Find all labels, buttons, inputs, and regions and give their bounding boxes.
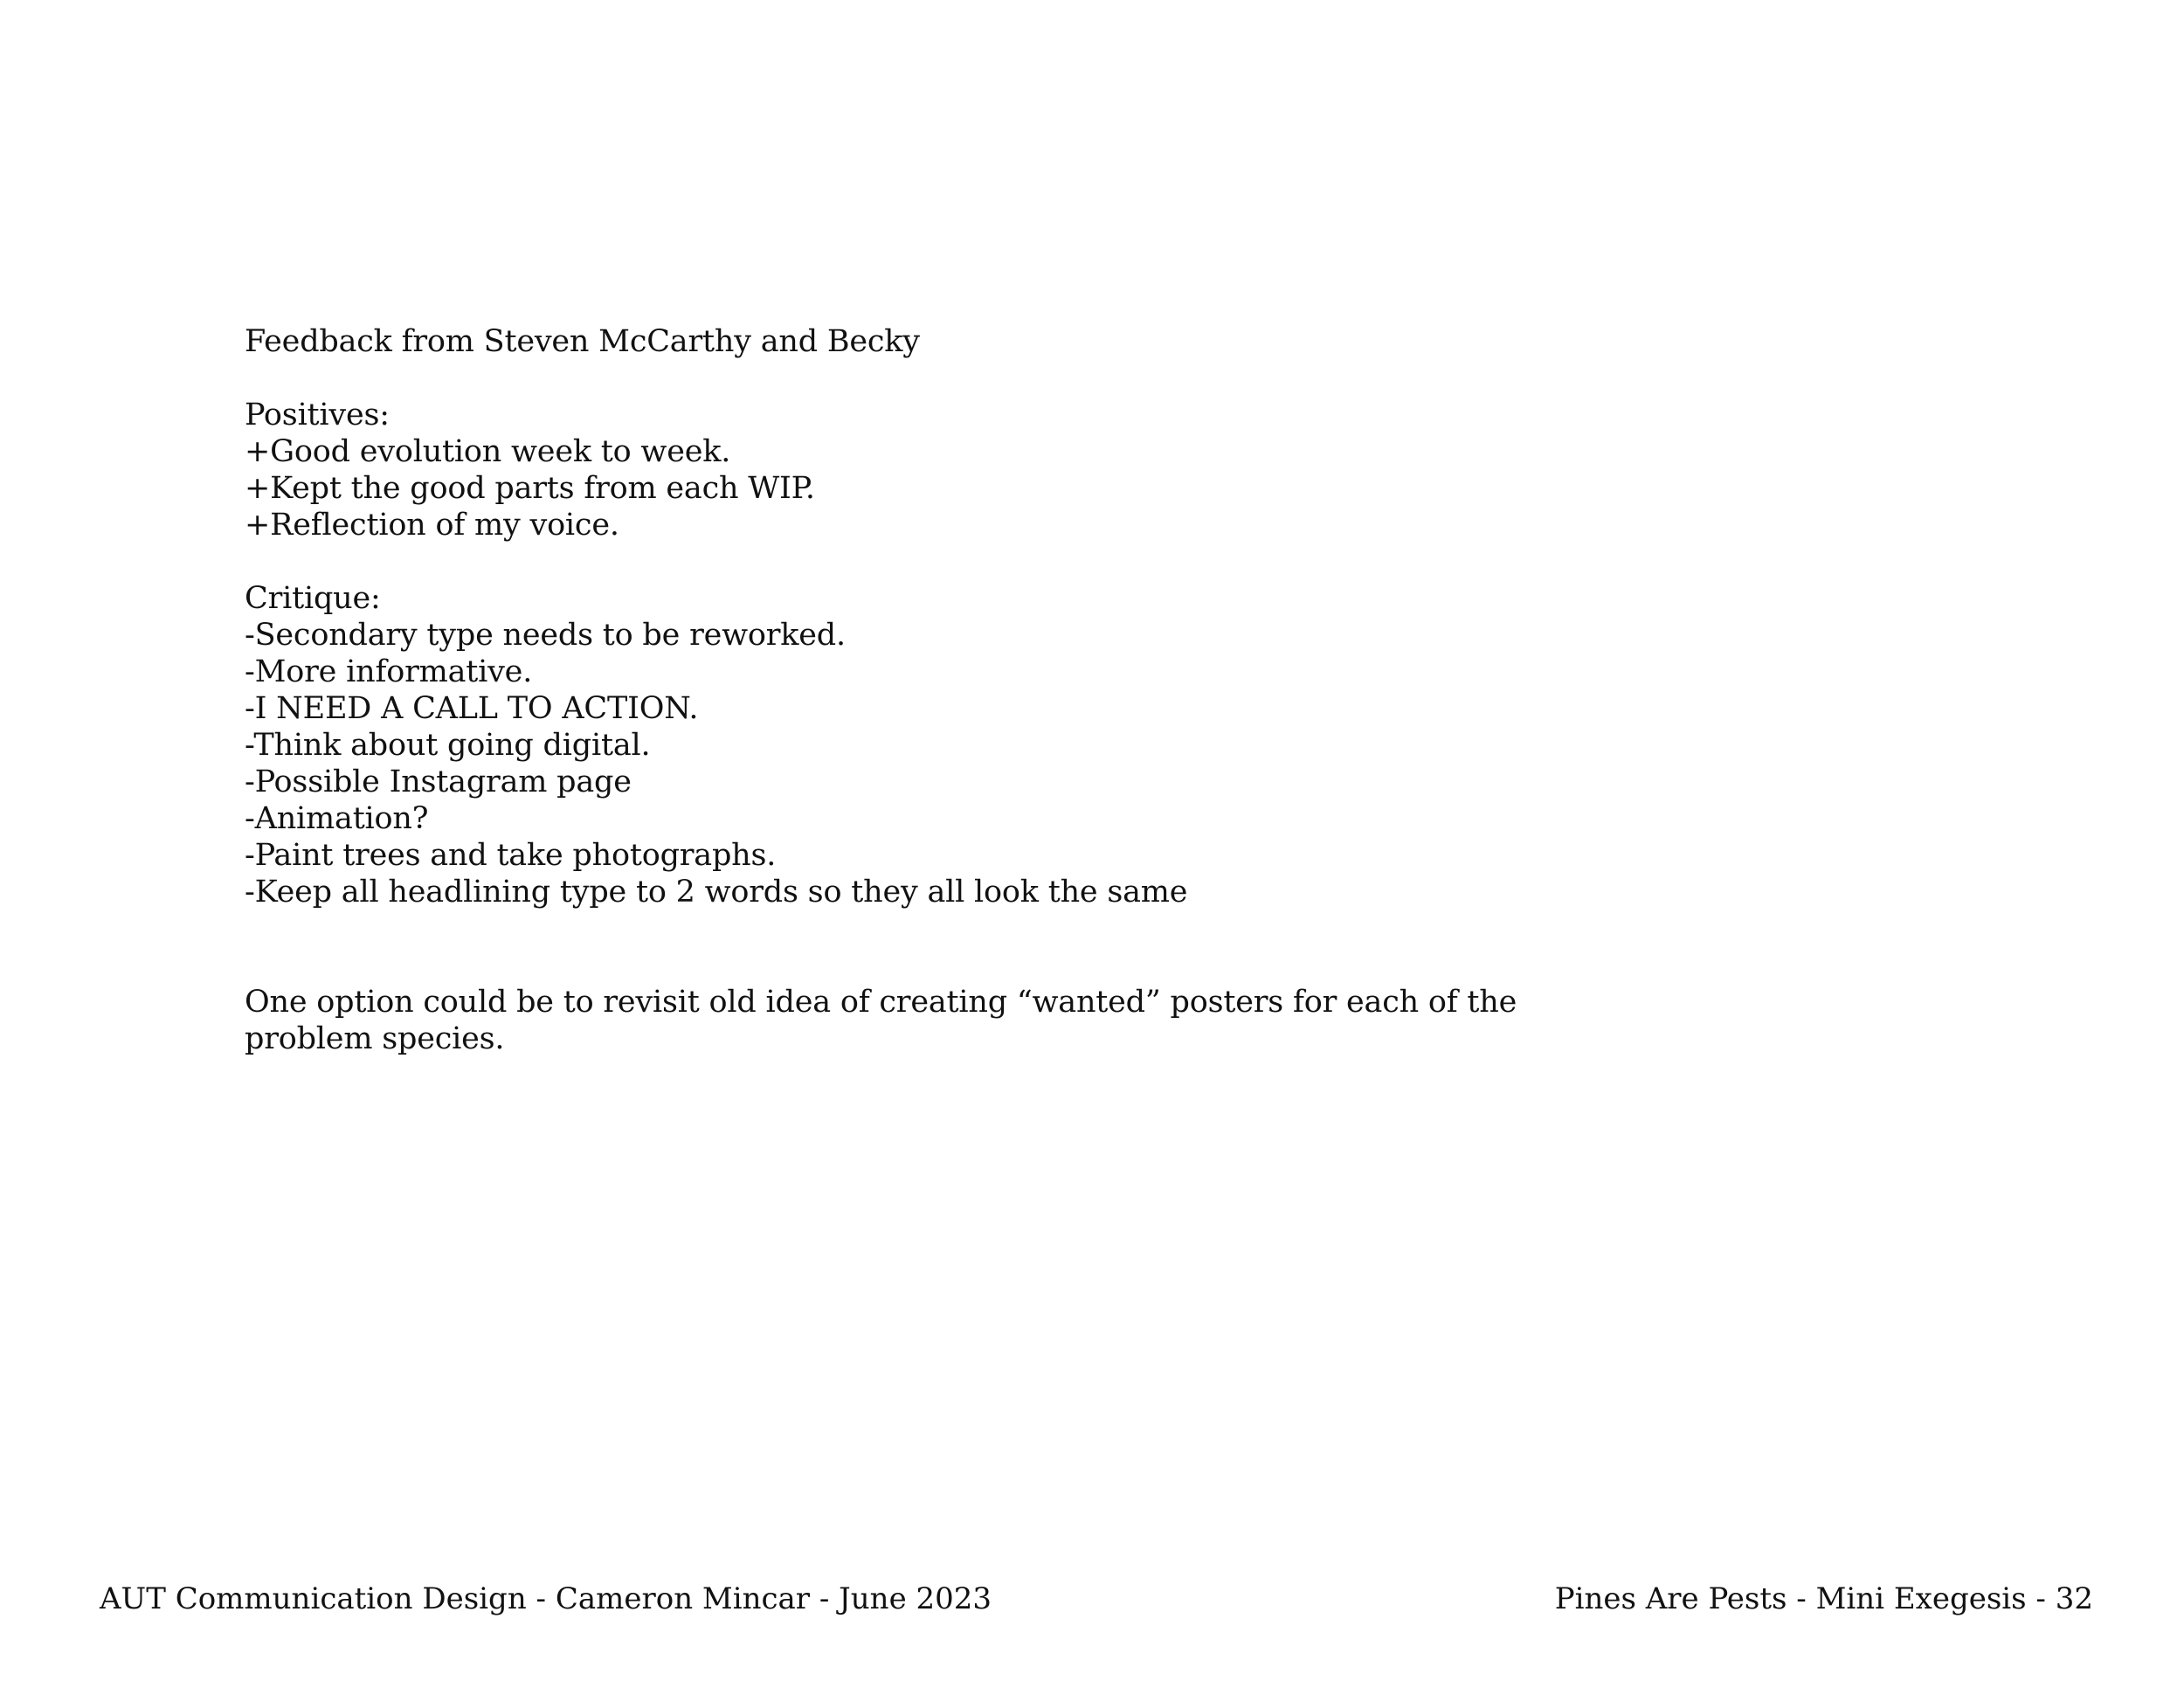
critique-item: -More informative.: [245, 654, 533, 689]
positives-heading: Positives:: [245, 398, 390, 432]
positive-item: +Kept the good parts from each WIP.: [245, 471, 815, 506]
critique-item: -Possible Instagram page: [245, 764, 632, 799]
positive-item: +Good evolution week to week.: [245, 434, 731, 469]
option-text-line-2: problem species.: [245, 1021, 505, 1056]
page-title: Feedback from Steven McCarthy and Becky: [245, 324, 920, 359]
footer-right-text: Pines Are Pests - Mini Exegesis - 32: [1554, 1581, 2093, 1616]
spacer: [245, 543, 1555, 580]
critique-heading: Critique:: [245, 581, 381, 616]
critique-item: -Paint trees and take photographs.: [245, 838, 777, 873]
main-content: [245, 323, 1555, 1057]
critique-item: -I NEED A CALL TO ACTION.: [245, 691, 699, 726]
critique-item: -Keep all headlining type to 2 words so they all look the same: [245, 875, 1188, 910]
spacer: [245, 910, 1555, 984]
critique-item: -Think about going digital.: [245, 728, 651, 763]
critique-item: -Animation?: [245, 801, 429, 836]
positive-item: +Reflection of my voice.: [245, 508, 619, 543]
critique-item: -Secondary type needs to be reworked.: [245, 618, 846, 653]
footer-left-text: AUT Communication Design - Cameron Mincar - June 2023: [100, 1581, 992, 1616]
option-text-line-1: One option could be to revisit old idea of creating “wanted” posters for each of the: [245, 985, 1517, 1020]
spacer: [245, 360, 1555, 397]
